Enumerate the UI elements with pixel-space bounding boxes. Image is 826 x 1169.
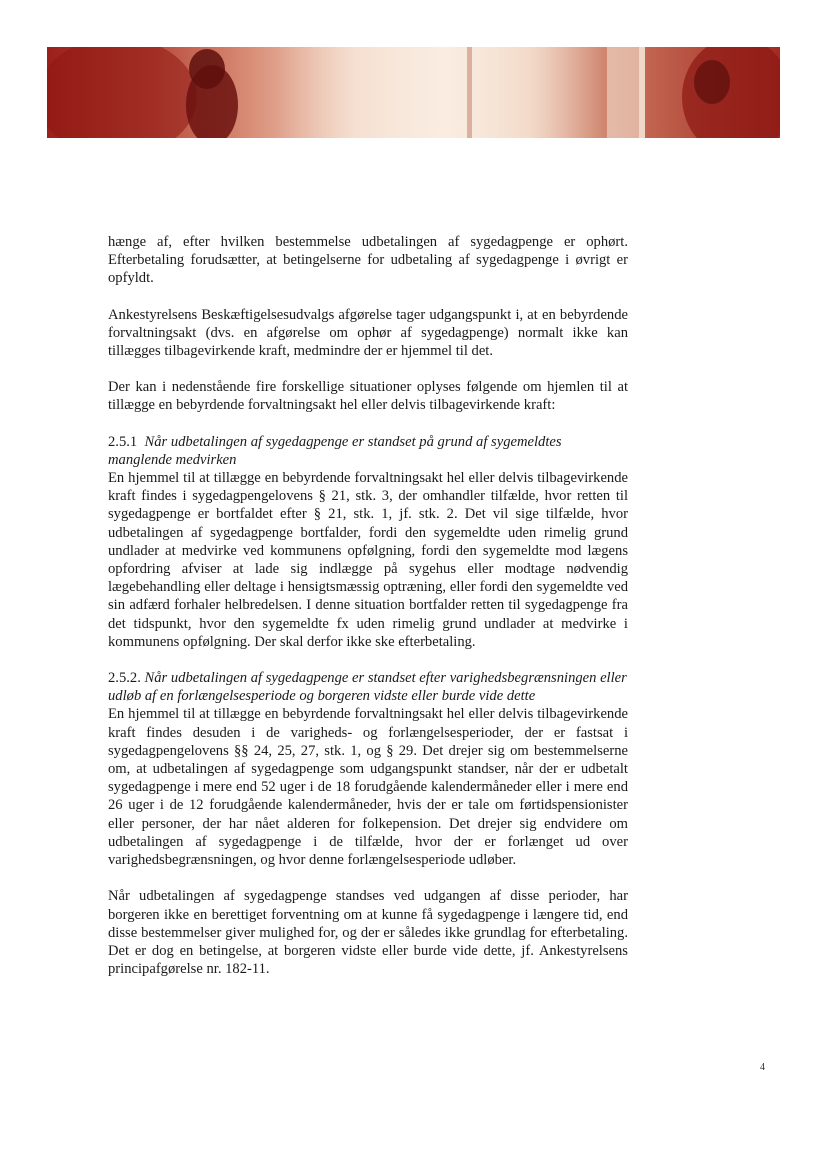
section-body-2-5-1: En hjemmel til at tillægge en bebyrdende forvaltningsakt hel eller delvis tilbagevirkende kraft findes i sygedagpengelovens § 21, stk. 3, der omhandler tilfælde, hvor retten til sygedagpenge er bortfaldet efter § 21, stk. 1, jf. stk. 2. Det vil sige tilfælde, hvor udbetalingen af sygedagpenge bortfalder, fordi den sygemeldte uden rimelig grund undlader at medvirke ved kommunens opfølgning, fordi den sygemeldte mod lægens opfordring afviser at lade sig indlægge på sygehus eller modtage nødvendig lægebehandling eller deltage i hensigtsmæssig optræning, eller fordi den sygemeldte ved sin adfærd forhaler helbredelsen. I denne situation bortfalder retten til sygedagpenge fra det tidspunkt, hvor den sygemeldte fx uden rimelig grund undlader at medvirke i kommunens opfølgning. Der skal derfor ikke ske efterbetaling. — [108, 470, 628, 650]
page-number: 4 — [760, 1062, 765, 1073]
section-title: Når udbetalingen af sygedagpenge er standset på grund af sygemeldtes manglende medvirken — [108, 433, 562, 468]
paragraph-starting-point: Ankestyrelsens Beskæftigelsesudvalgs afgørelse tager udgangspunkt i, at en bebyrdende forvaltningsakt (dvs. en afgørelse om ophør af sygedagpenge) normalt ikke kan tillægges tilbagevirkende kraft, medmindre der er hjemmel til det. — [108, 306, 628, 360]
header-photo-banner — [47, 47, 780, 138]
paragraph-no-back-payment: Når udbetalingen af sygedagpenge standses ved udgangen af disse perioder, har borgeren ikke en berettiget forventning om at kunne få sygedagpenge i længere tid, end disse bestemmelser giver mulighed for, og der er således ikke grundlag for efterbetaling. Det er dog en betingelse, at borgeren vidste eller burde vide dette, jf. Ankestyrelsens principafgørelse nr. 182-11. — [108, 888, 628, 978]
document-body — [108, 233, 628, 978]
section-number: 2.5.2. — [108, 670, 141, 687]
section-number: 2.5.1 — [108, 433, 138, 450]
paragraph-four-situations: Der kan i nedenstående fire forskellige situationer oplyses følgende om hjemlen til at tillægge en bebyrdende forvaltningsakt hel eller delvis tilbagevirkende kraft: — [108, 379, 628, 414]
header-photo-image — [47, 47, 780, 138]
section-body-2-5-2: En hjemmel til at tillægge en bebyrdende forvaltningsakt hel eller delvis tilbagevirkende kraft findes desuden i de varigheds- og forlængelsesperioder, der er fastsat i sygedagpengelovens §§ 24, 25, 27, stk. 1, og § 29. Det drejer sig om bestemmelserne om, at udbetalingen af sygedagpenge som udgangspunkt standser, når der er udbetalt sygedagpenge i mere end 52 uger i de 18 forudgående kalendermåneder eller i mere end 26 uger i de 12 forudgående kalendermåneder, hvis der er tale om førtidspensionister eller personer, der har nået alderen for folkepension. Det drejer sig endvidere om udbetalingen af sygedagpenge i de tilfælde, hvor der er forlænget ud over varighedsbegrænsningen, og hvor denne forlængelsesperiode udløber. — [108, 706, 628, 869]
paragraph-intro-continuation: hænge af, efter hvilken bestemmelse udbetalingen af sygedagpenge er ophørt. Efterbetaling forudsætter, at betingelserne for udbetaling af sygedagpenge i øvrigt er opfyldt. — [108, 234, 628, 287]
section-title: Når udbetalingen af sygedagpenge er standset efter varighedsbegrænsningen eller udløb af en forlængelsesperiode og borgeren vidste eller burde vide dette — [108, 670, 627, 705]
section-heading-2-5-1 — [108, 433, 628, 469]
section-heading-2-5-2 — [108, 669, 628, 705]
